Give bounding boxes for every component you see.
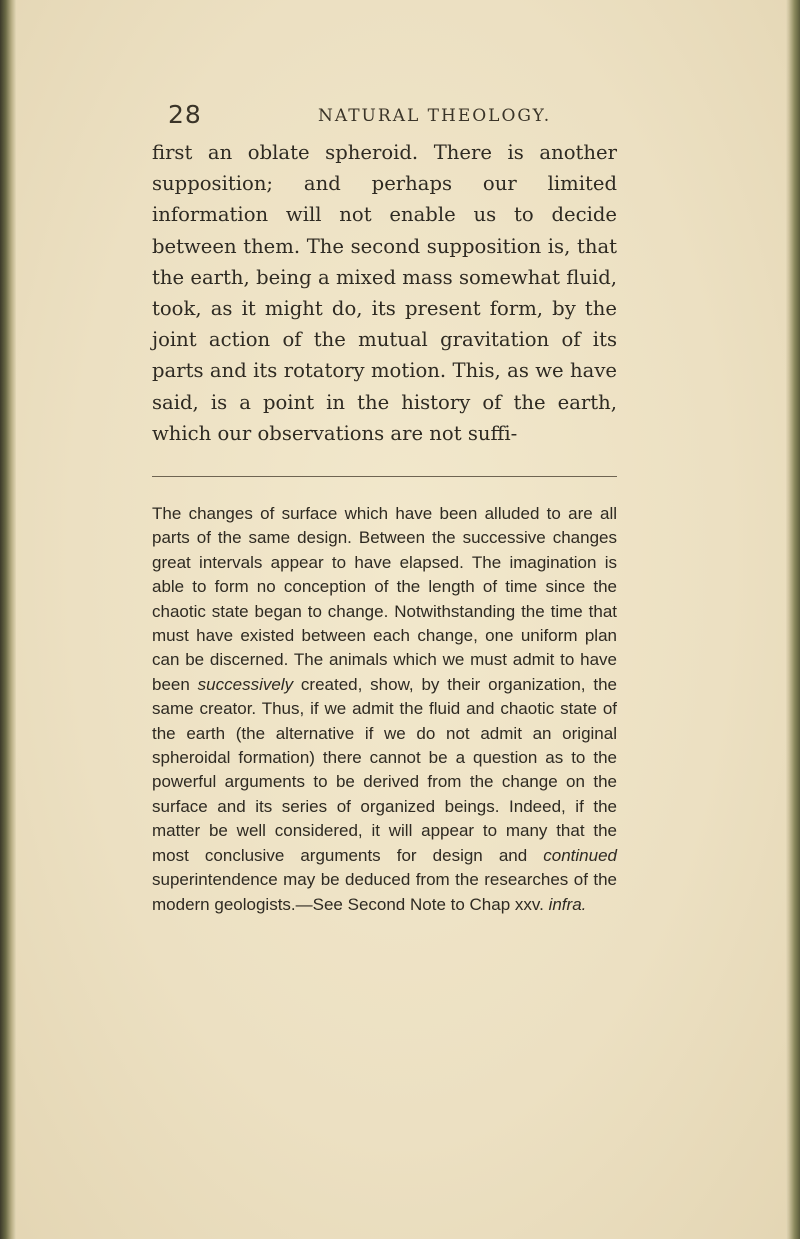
book-edge-right xyxy=(786,0,800,1239)
footnote-text-2: created, show, by their organization, the same creator. Thus, if we admit the fluid and chaotic state of the earth (the alternative if we do not admit an original spheroidal formation) there cannot be a question as to the powerful arguments to be derived from the change on the surface and its series of organized beings. Indeed, if the matter be well considered, it will appear to many that the most conclusive arguments for design and xyxy=(152,674,617,865)
page-header xyxy=(168,100,628,140)
footnote-italic-infra: infra. xyxy=(548,894,587,914)
main-paragraph: first an oblate spheroid. There is another supposition; and perhaps our limited information will not enable us to decide between them. The second supposition is, that the earth, being a mixed mass somewhat fluid, took, as it might do, its present form, by the joint action of the mutual gravitation of its parts and its rotatory motion. This, as we have said, is a point in the history of the earth, which our observations are not suffi- xyxy=(152,141,617,445)
footnote-italic-continued: continued xyxy=(543,845,617,865)
book-spine-left xyxy=(0,0,16,1239)
footnote xyxy=(152,502,617,917)
footnote-separator-rule xyxy=(152,476,617,477)
page-number: 28 xyxy=(168,100,202,129)
footnote-text-3: superintendence may be deduced from the researches of the modern geologists.—See Second Note to Chap xxv. xyxy=(152,870,617,914)
footnote-italic-successively: successively xyxy=(197,674,294,694)
footnote-text-1: The changes of surface which have been alluded to are all parts of the same design. Between the successive changes great intervals appear to have elapsed. The imagination is able to form no conception of the length of time since the chaotic state began to change. Notwithstanding the time that must have existed between each change, one uniform plan can be discerned. The animals which we must admit to have been xyxy=(152,504,617,694)
running-head: NATURAL THEOLOGY. xyxy=(318,106,552,126)
